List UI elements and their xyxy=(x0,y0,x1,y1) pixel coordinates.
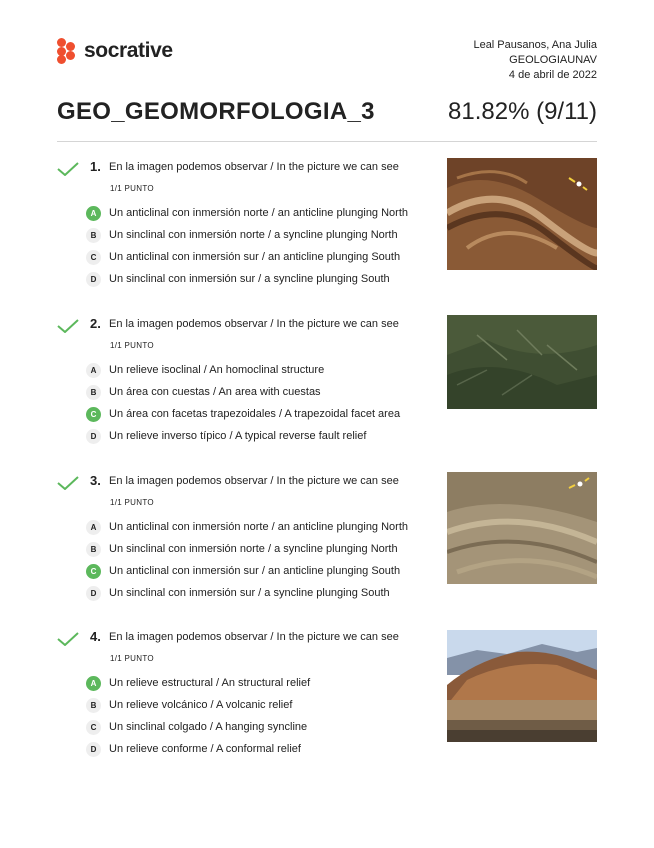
option-text: Un anticlinal con inmersión norte / an anticline plunging North xyxy=(109,207,409,219)
option-letter-badge: C xyxy=(86,564,101,579)
option-text: Un relieve volcánico / A volcanic relief xyxy=(109,699,293,711)
correct-check-icon xyxy=(57,632,79,646)
question-4-landscape-photo xyxy=(447,630,597,742)
answer-option-b xyxy=(86,226,398,244)
correct-check-icon xyxy=(57,476,79,490)
question-4 xyxy=(57,628,597,758)
report-date: 4 de abril de 2022 xyxy=(508,69,597,81)
answer-option-a xyxy=(86,361,324,379)
question-2 xyxy=(57,315,597,445)
question-text: En la imagen podemos observar / In the picture we can see xyxy=(109,161,399,173)
option-letter-badge: A xyxy=(86,363,101,378)
option-text: Un relieve conforme / A conformal relief xyxy=(109,743,301,755)
option-text: Un área con facetas trapezoidales / A trapezoidal facet area xyxy=(109,408,401,420)
question-number: 4. xyxy=(90,629,101,644)
class-name: GEOLOGIAUNAV xyxy=(509,54,597,66)
option-text: Un anticlinal con inmersión norte / an anticline plunging North xyxy=(109,521,409,533)
answer-option-d xyxy=(86,740,301,758)
option-letter-badge: D xyxy=(86,586,101,601)
quiz-score: 81.82% (9/11) xyxy=(448,98,597,125)
option-text: Un anticlinal con inmersión sur / an anticline plunging South xyxy=(109,565,401,577)
option-letter-badge: B xyxy=(86,698,101,713)
option-text: Un sinclinal con inmersión sur / a syncline plunging South xyxy=(109,273,390,285)
option-letter-badge: C xyxy=(86,720,101,735)
option-text: Un relieve inverso típico / A typical reverse fault relief xyxy=(109,430,367,442)
answer-option-a xyxy=(86,204,408,222)
option-text: Un relieve estructural / An structural relief xyxy=(109,677,311,689)
option-text: Un anticlinal con inmersión sur / an anticline plunging South xyxy=(109,251,401,263)
answer-option-c xyxy=(86,405,400,423)
quiz-title: GEO_GEOMORFOLOGIA_3 xyxy=(57,98,375,125)
answer-option-c xyxy=(86,718,307,736)
question-number: 2. xyxy=(90,316,101,331)
option-letter-badge: D xyxy=(86,429,101,444)
option-text: Un sinclinal con inmersión norte / a syncline plunging North xyxy=(109,543,398,555)
answer-option-d xyxy=(86,427,366,445)
option-letter-badge: B xyxy=(86,228,101,243)
question-text: En la imagen podemos observar / In the picture we can see xyxy=(109,631,399,643)
answer-option-d xyxy=(86,270,390,288)
option-text: Un sinclinal con inmersión sur / a syncline plunging South xyxy=(109,587,390,599)
question-1-aerial-image xyxy=(447,158,597,270)
option-letter-badge: D xyxy=(86,272,101,287)
option-letter-badge: A xyxy=(86,206,101,221)
answer-option-d xyxy=(86,584,390,602)
socrative-logo-mark-icon xyxy=(57,38,79,64)
header-divider xyxy=(57,141,597,142)
student-info xyxy=(473,38,597,83)
answer-option-b xyxy=(86,696,292,714)
answer-option-b xyxy=(86,540,398,558)
question-points: 1/1 PUNTO xyxy=(110,184,154,193)
question-3 xyxy=(57,472,597,602)
correct-check-icon xyxy=(57,162,79,176)
option-letter-badge: B xyxy=(86,385,101,400)
option-text: Un sinclinal con inmersión norte / a syncline plunging North xyxy=(109,229,398,241)
question-points: 1/1 PUNTO xyxy=(110,341,154,350)
option-text: Un área con cuestas / An area with cuestas xyxy=(109,386,321,398)
option-text: Un sinclinal colgado / A hanging syncline xyxy=(109,721,308,733)
socrative-logo xyxy=(57,38,173,64)
answer-option-b xyxy=(86,383,321,401)
question-text: En la imagen podemos observar / In the picture we can see xyxy=(109,475,399,487)
brand-name: socrative xyxy=(84,39,173,62)
answer-option-a xyxy=(86,518,408,536)
option-letter-badge: C xyxy=(86,407,101,422)
answer-option-c xyxy=(86,248,400,266)
option-letter-badge: D xyxy=(86,742,101,757)
question-number: 1. xyxy=(90,159,101,174)
option-letter-badge: C xyxy=(86,250,101,265)
option-text: Un relieve isoclinal / An homoclinal structure xyxy=(109,364,325,376)
question-1 xyxy=(57,158,597,288)
question-text: En la imagen podemos observar / In the picture we can see xyxy=(109,318,399,330)
question-2-aerial-image xyxy=(447,315,597,409)
correct-check-icon xyxy=(57,319,79,333)
question-points: 1/1 PUNTO xyxy=(110,498,154,507)
option-letter-badge: A xyxy=(86,676,101,691)
student-name: Leal Pausanos, Ana Julia xyxy=(473,39,597,51)
question-points: 1/1 PUNTO xyxy=(110,654,154,663)
answer-option-a xyxy=(86,674,310,692)
option-letter-badge: A xyxy=(86,520,101,535)
option-letter-badge: B xyxy=(86,542,101,557)
question-3-aerial-image xyxy=(447,472,597,584)
answer-option-c xyxy=(86,562,400,580)
question-number: 3. xyxy=(90,473,101,488)
